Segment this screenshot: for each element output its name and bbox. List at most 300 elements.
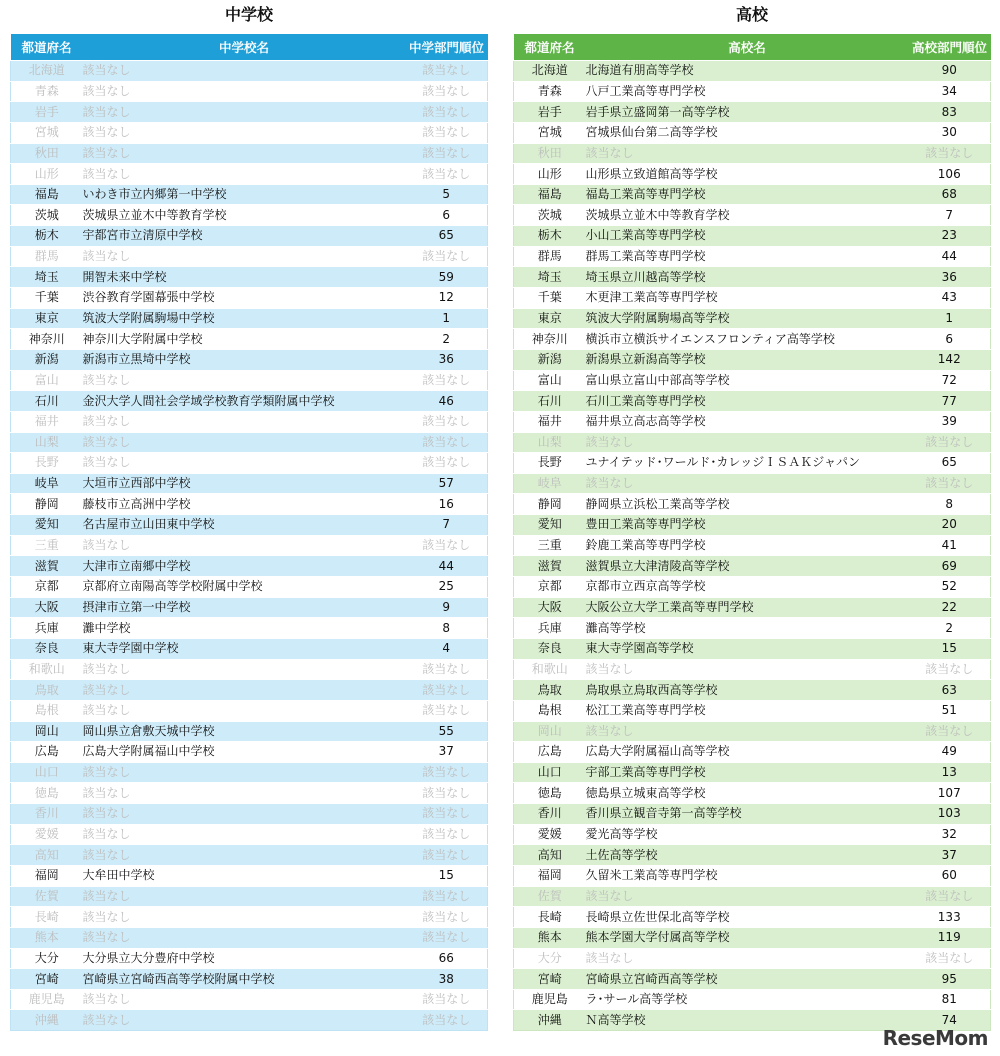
- rank-cell: 該当なし: [406, 824, 488, 845]
- rank-cell: 63: [909, 680, 991, 701]
- prefecture-cell: 広島: [514, 742, 586, 763]
- rank-cell: 52: [909, 577, 991, 598]
- rank-cell: 103: [909, 804, 991, 825]
- junior-high-table: [10, 34, 488, 1031]
- rank-cell: 43: [909, 288, 991, 309]
- junior-high-rows: [11, 61, 488, 1031]
- table-row: [514, 948, 991, 969]
- prefecture-cell: 山梨: [514, 432, 586, 453]
- prefecture-cell: 佐賀: [514, 886, 586, 907]
- table-row: [514, 783, 991, 804]
- prefecture-cell: 島根: [11, 700, 83, 721]
- school-name-cell: 広島大学附属福山中学校: [83, 742, 406, 763]
- prefecture-cell: 岐阜: [514, 473, 586, 494]
- table-row: [514, 515, 991, 536]
- school-name-cell: 北海道有朋高等学校: [586, 61, 909, 82]
- table-row: [514, 577, 991, 598]
- school-name-cell: 該当なし: [83, 453, 406, 474]
- rank-cell: 該当なし: [909, 143, 991, 164]
- school-name-cell: 群馬工業高等専門学校: [586, 246, 909, 267]
- school-name-cell: 土佐高等学校: [586, 845, 909, 866]
- school-name-cell: 該当なし: [83, 886, 406, 907]
- rank-cell: 該当なし: [909, 432, 991, 453]
- prefecture-cell: 石川: [514, 391, 586, 412]
- school-name-cell: 滋賀県立大津清陵高等学校: [586, 556, 909, 577]
- school-name-cell: 京都市立西京高等学校: [586, 577, 909, 598]
- prefecture-cell: 長野: [514, 453, 586, 474]
- table-row: [11, 494, 488, 515]
- rank-cell: 9: [406, 597, 488, 618]
- table-row: [514, 288, 991, 309]
- school-name-cell: 該当なし: [83, 680, 406, 701]
- table-row: [514, 473, 991, 494]
- table-row: [514, 804, 991, 825]
- school-name-cell: 富山県立富山中部高等学校: [586, 370, 909, 391]
- rank-cell: 44: [909, 246, 991, 267]
- table-row: [11, 597, 488, 618]
- rank-cell: 5: [406, 184, 488, 205]
- school-name-cell: 福島工業高等専門学校: [586, 184, 909, 205]
- prefecture-cell: 奈良: [514, 638, 586, 659]
- rank-cell: 49: [909, 742, 991, 763]
- rank-cell: 25: [406, 577, 488, 598]
- school-name-cell: 該当なし: [83, 432, 406, 453]
- school-name-cell: 該当なし: [83, 370, 406, 391]
- rank-cell: 該当なし: [406, 61, 488, 82]
- school-name-cell: 該当なし: [83, 61, 406, 82]
- school-name-cell: 大垣市立西部中学校: [83, 473, 406, 494]
- rank-cell: 65: [406, 226, 488, 247]
- school-name-cell: 宮崎県立宮崎西高等学校: [586, 969, 909, 990]
- school-name-cell: 該当なし: [83, 122, 406, 143]
- table-row: [514, 184, 991, 205]
- header-rank: 中学部門順位: [406, 34, 488, 61]
- table-row: [514, 742, 991, 763]
- prefecture-cell: 香川: [514, 804, 586, 825]
- prefecture-cell: 和歌山: [11, 659, 83, 680]
- school-name-cell: 宮城県仙台第二高等学校: [586, 122, 909, 143]
- table-row: [514, 370, 991, 391]
- school-name-cell: ユナイテッド･ワールド･カレッジＩＳＡＫジャパン: [586, 453, 909, 474]
- rank-cell: 15: [406, 865, 488, 886]
- school-name-cell: 該当なし: [586, 721, 909, 742]
- prefecture-cell: 新潟: [11, 349, 83, 370]
- rank-cell: 該当なし: [406, 886, 488, 907]
- school-name-cell: 該当なし: [83, 762, 406, 783]
- school-name-cell: 開智未来中学校: [83, 267, 406, 288]
- table-row: [514, 205, 991, 226]
- prefecture-cell: 群馬: [11, 246, 83, 267]
- table-row: [514, 329, 991, 350]
- rank-cell: 7: [406, 515, 488, 536]
- prefecture-cell: 鹿児島: [514, 989, 586, 1010]
- rank-cell: 該当なし: [909, 721, 991, 742]
- prefecture-cell: 福島: [514, 184, 586, 205]
- school-name-cell: 大阪公立大学工業高等専門学校: [586, 597, 909, 618]
- school-name-cell: 名古屋市立山田東中学校: [83, 515, 406, 536]
- prefecture-cell: 高知: [11, 845, 83, 866]
- prefecture-cell: 栃木: [11, 226, 83, 247]
- prefecture-cell: 香川: [11, 804, 83, 825]
- table-row: [11, 515, 488, 536]
- rank-cell: 36: [909, 267, 991, 288]
- prefecture-cell: 岩手: [514, 102, 586, 123]
- prefecture-cell: 宮崎: [514, 969, 586, 990]
- rank-cell: 46: [406, 391, 488, 412]
- rank-cell: 該当なし: [909, 659, 991, 680]
- table-row: [514, 927, 991, 948]
- rank-cell: 該当なし: [406, 143, 488, 164]
- rank-cell: 該当なし: [406, 164, 488, 185]
- school-name-cell: 該当なし: [83, 81, 406, 102]
- school-name-cell: 筑波大学附属駒場中学校: [83, 308, 406, 329]
- table-row: [514, 432, 991, 453]
- prefecture-cell: 和歌山: [514, 659, 586, 680]
- table-row: [514, 411, 991, 432]
- school-name-cell: 埼玉県立川越高等学校: [586, 267, 909, 288]
- rank-cell: 74: [909, 1010, 991, 1031]
- prefecture-cell: 宮城: [11, 122, 83, 143]
- school-name-cell: 筑波大学附属駒場高等学校: [586, 308, 909, 329]
- rank-cell: 2: [406, 329, 488, 350]
- prefecture-cell: 鳥取: [514, 680, 586, 701]
- prefecture-cell: 兵庫: [514, 618, 586, 639]
- prefecture-cell: 京都: [514, 577, 586, 598]
- table-row: [11, 267, 488, 288]
- rank-cell: 142: [909, 349, 991, 370]
- prefecture-cell: 青森: [514, 81, 586, 102]
- rank-cell: 該当なし: [406, 102, 488, 123]
- table-row: [11, 81, 488, 102]
- prefecture-cell: 神奈川: [11, 329, 83, 350]
- rank-cell: 該当なし: [406, 700, 488, 721]
- table-row: [11, 473, 488, 494]
- header-school-name: 高校名: [586, 34, 909, 61]
- rank-cell: 39: [909, 411, 991, 432]
- prefecture-cell: 岡山: [11, 721, 83, 742]
- school-name-cell: 鈴鹿工業高等専門学校: [586, 535, 909, 556]
- rank-cell: 該当なし: [406, 762, 488, 783]
- school-name-cell: 灘中学校: [83, 618, 406, 639]
- school-name-cell: 該当なし: [586, 432, 909, 453]
- prefecture-cell: 千葉: [514, 288, 586, 309]
- table-row: [11, 143, 488, 164]
- rank-cell: 32: [909, 824, 991, 845]
- table-row: [11, 762, 488, 783]
- rank-cell: 66: [406, 948, 488, 969]
- school-name-cell: 該当なし: [83, 102, 406, 123]
- table-row: [11, 184, 488, 205]
- rank-cell: 37: [909, 845, 991, 866]
- prefecture-cell: 大阪: [514, 597, 586, 618]
- rank-cell: 2: [909, 618, 991, 639]
- rank-cell: 65: [909, 453, 991, 474]
- prefecture-cell: 大分: [11, 948, 83, 969]
- table-row: [514, 680, 991, 701]
- school-name-cell: 鳥取県立鳥取西高等学校: [586, 680, 909, 701]
- prefecture-cell: 青森: [11, 81, 83, 102]
- prefecture-cell: 愛媛: [11, 824, 83, 845]
- school-name-cell: 大津市立南郷中学校: [83, 556, 406, 577]
- rank-cell: 83: [909, 102, 991, 123]
- prefecture-cell: 福岡: [11, 865, 83, 886]
- junior-high-panel: [10, 0, 488, 1031]
- table-row: [514, 81, 991, 102]
- rank-cell: 68: [909, 184, 991, 205]
- rank-cell: 44: [406, 556, 488, 577]
- table-row: [514, 907, 991, 928]
- table-row: [11, 61, 488, 82]
- prefecture-cell: 京都: [11, 577, 83, 598]
- rank-cell: 77: [909, 391, 991, 412]
- school-name-cell: 該当なし: [586, 948, 909, 969]
- rank-cell: 72: [909, 370, 991, 391]
- rank-cell: 該当なし: [406, 122, 488, 143]
- prefecture-cell: 秋田: [514, 143, 586, 164]
- school-name-cell: 新潟市立黒埼中学校: [83, 349, 406, 370]
- table-row: [11, 721, 488, 742]
- table-row: [11, 907, 488, 928]
- table-row: [11, 535, 488, 556]
- table-row: [514, 349, 991, 370]
- prefecture-cell: 徳島: [514, 783, 586, 804]
- rank-cell: 60: [909, 865, 991, 886]
- rank-cell: 119: [909, 927, 991, 948]
- prefecture-cell: 北海道: [11, 61, 83, 82]
- prefecture-cell: 岡山: [514, 721, 586, 742]
- table-row: [514, 700, 991, 721]
- rank-cell: 37: [406, 742, 488, 763]
- table-header-row: [11, 34, 488, 61]
- table-row: [514, 143, 991, 164]
- prefecture-cell: 福島: [11, 184, 83, 205]
- table-row: [11, 680, 488, 701]
- school-name-cell: 該当なし: [83, 824, 406, 845]
- rank-cell: 該当なし: [406, 659, 488, 680]
- school-name-cell: 金沢大学人間社会学域学校教育学類附属中学校: [83, 391, 406, 412]
- table-row: [514, 865, 991, 886]
- school-name-cell: 該当なし: [83, 927, 406, 948]
- table-row: [11, 927, 488, 948]
- school-name-cell: 茨城県立並木中等教育学校: [586, 205, 909, 226]
- header-school-name: 中学校名: [83, 34, 406, 61]
- school-name-cell: 横浜市立横浜サイエンスフロンティア高等学校: [586, 329, 909, 350]
- table-row: [11, 638, 488, 659]
- rank-cell: 69: [909, 556, 991, 577]
- rank-cell: 該当なし: [406, 845, 488, 866]
- junior-high-title: 中学校: [224, 5, 273, 24]
- school-name-cell: いわき市立内郷第一中学校: [83, 184, 406, 205]
- prefecture-cell: 静岡: [11, 494, 83, 515]
- rank-cell: 34: [909, 81, 991, 102]
- school-name-cell: 宇部工業高等専門学校: [586, 762, 909, 783]
- prefecture-cell: 埼玉: [514, 267, 586, 288]
- prefecture-cell: 静岡: [514, 494, 586, 515]
- school-name-cell: 該当なし: [586, 473, 909, 494]
- rank-cell: 15: [909, 638, 991, 659]
- high-school-rows: [514, 61, 991, 1031]
- school-name-cell: 大分県立大分豊府中学校: [83, 948, 406, 969]
- prefecture-cell: 長崎: [514, 907, 586, 928]
- prefecture-cell: 熊本: [11, 927, 83, 948]
- rank-cell: 該当なし: [406, 927, 488, 948]
- school-name-cell: 該当なし: [83, 143, 406, 164]
- table-row: [514, 102, 991, 123]
- school-name-cell: 該当なし: [83, 989, 406, 1010]
- table-row: [11, 700, 488, 721]
- rank-cell: 90: [909, 61, 991, 82]
- school-name-cell: 摂津市立第一中学校: [83, 597, 406, 618]
- table-row: [514, 61, 991, 82]
- rank-cell: 該当なし: [406, 783, 488, 804]
- rank-cell: 該当なし: [406, 81, 488, 102]
- rank-cell: 55: [406, 721, 488, 742]
- school-name-cell: 該当なし: [83, 411, 406, 432]
- school-name-cell: 藤枝市立高洲中学校: [83, 494, 406, 515]
- prefecture-cell: 滋賀: [514, 556, 586, 577]
- rank-cell: 該当なし: [406, 535, 488, 556]
- rank-cell: 該当なし: [406, 804, 488, 825]
- prefecture-cell: 沖縄: [514, 1010, 586, 1031]
- table-row: [11, 1010, 488, 1031]
- school-name-cell: 松江工業高等専門学校: [586, 700, 909, 721]
- school-name-cell: 神奈川大学附属中学校: [83, 329, 406, 350]
- prefecture-cell: 岐阜: [11, 473, 83, 494]
- table-row: [11, 742, 488, 763]
- table-row: [11, 989, 488, 1010]
- rank-cell: 41: [909, 535, 991, 556]
- school-name-cell: 山形県立致道館高等学校: [586, 164, 909, 185]
- table-row: [11, 886, 488, 907]
- school-name-cell: 豊田工業高等専門学校: [586, 515, 909, 536]
- table-row: [11, 122, 488, 143]
- prefecture-cell: 愛知: [514, 515, 586, 536]
- school-name-cell: 久留米工業高等専門学校: [586, 865, 909, 886]
- school-name-cell: 福井県立高志高等学校: [586, 411, 909, 432]
- prefecture-cell: 千葉: [11, 288, 83, 309]
- prefecture-cell: 島根: [514, 700, 586, 721]
- table-row: [11, 329, 488, 350]
- school-name-cell: 該当なし: [83, 783, 406, 804]
- prefecture-cell: 高知: [514, 845, 586, 866]
- school-name-cell: 岩手県立盛岡第一高等学校: [586, 102, 909, 123]
- table-row: [514, 308, 991, 329]
- rank-cell: 1: [909, 308, 991, 329]
- table-row: [11, 865, 488, 886]
- table-row: [11, 659, 488, 680]
- prefecture-cell: 東京: [514, 308, 586, 329]
- table-row: [514, 721, 991, 742]
- table-row: [514, 886, 991, 907]
- table-row: [514, 267, 991, 288]
- resemom-logo: ReseMom: [882, 1026, 988, 1050]
- table-row: [514, 494, 991, 515]
- rank-cell: 該当なし: [406, 246, 488, 267]
- prefecture-cell: 広島: [11, 742, 83, 763]
- school-name-cell: 愛光高等学校: [586, 824, 909, 845]
- school-name-cell: 東大寺学園高等学校: [586, 638, 909, 659]
- header-prefecture: 都道府名: [11, 34, 83, 61]
- prefecture-cell: 長崎: [11, 907, 83, 928]
- prefecture-cell: 兵庫: [11, 618, 83, 639]
- school-name-cell: 該当なし: [83, 659, 406, 680]
- school-name-cell: 岡山県立倉敷天城中学校: [83, 721, 406, 742]
- rank-cell: 6: [909, 329, 991, 350]
- table-row: [11, 349, 488, 370]
- table-header-row: [514, 34, 991, 61]
- table-row: [514, 122, 991, 143]
- table-row: [11, 411, 488, 432]
- table-row: [514, 164, 991, 185]
- table-row: [514, 246, 991, 267]
- school-name-cell: 大牟田中学校: [83, 865, 406, 886]
- prefecture-cell: 徳島: [11, 783, 83, 804]
- prefecture-cell: 三重: [514, 535, 586, 556]
- table-row: [11, 618, 488, 639]
- rank-cell: 51: [909, 700, 991, 721]
- school-name-cell: Ｎ高等学校: [586, 1010, 909, 1031]
- rank-cell: 8: [909, 494, 991, 515]
- rank-cell: 該当なし: [406, 989, 488, 1010]
- prefecture-cell: 秋田: [11, 143, 83, 164]
- prefecture-cell: 東京: [11, 308, 83, 329]
- prefecture-cell: 山形: [11, 164, 83, 185]
- table-row: [514, 824, 991, 845]
- prefecture-cell: 大分: [514, 948, 586, 969]
- school-name-cell: 宇都宮市立清原中学校: [83, 226, 406, 247]
- table-row: [11, 948, 488, 969]
- prefecture-cell: 山形: [514, 164, 586, 185]
- prefecture-cell: 鳥取: [11, 680, 83, 701]
- high-school-panel: [513, 0, 991, 1031]
- table-row: [11, 205, 488, 226]
- prefecture-cell: 福井: [514, 411, 586, 432]
- rank-cell: 23: [909, 226, 991, 247]
- table-row: [514, 659, 991, 680]
- prefecture-cell: 富山: [11, 370, 83, 391]
- rank-cell: 20: [909, 515, 991, 536]
- table-row: [11, 226, 488, 247]
- school-name-cell: 木更津工業高等専門学校: [586, 288, 909, 309]
- school-name-cell: 東大寺学園中学校: [83, 638, 406, 659]
- rank-cell: 81: [909, 989, 991, 1010]
- school-name-cell: 該当なし: [83, 700, 406, 721]
- rank-cell: 106: [909, 164, 991, 185]
- table-row: [11, 969, 488, 990]
- table-row: [11, 824, 488, 845]
- table-row: [11, 783, 488, 804]
- school-name-cell: 熊本学園大学付属高等学校: [586, 927, 909, 948]
- prefecture-cell: 山梨: [11, 432, 83, 453]
- prefecture-cell: 茨城: [11, 205, 83, 226]
- school-name-cell: 石川工業高等専門学校: [586, 391, 909, 412]
- rank-cell: 該当なし: [406, 1010, 488, 1031]
- rank-cell: 22: [909, 597, 991, 618]
- prefecture-cell: 埼玉: [11, 267, 83, 288]
- prefecture-cell: 奈良: [11, 638, 83, 659]
- prefecture-cell: 佐賀: [11, 886, 83, 907]
- school-name-cell: 該当なし: [83, 246, 406, 267]
- rank-cell: 38: [406, 969, 488, 990]
- rank-cell: 該当なし: [406, 453, 488, 474]
- school-name-cell: 該当なし: [586, 143, 909, 164]
- table-row: [514, 597, 991, 618]
- school-name-cell: 該当なし: [586, 886, 909, 907]
- prefecture-cell: 石川: [11, 391, 83, 412]
- prefecture-cell: 神奈川: [514, 329, 586, 350]
- table-row: [514, 762, 991, 783]
- rank-cell: 13: [909, 762, 991, 783]
